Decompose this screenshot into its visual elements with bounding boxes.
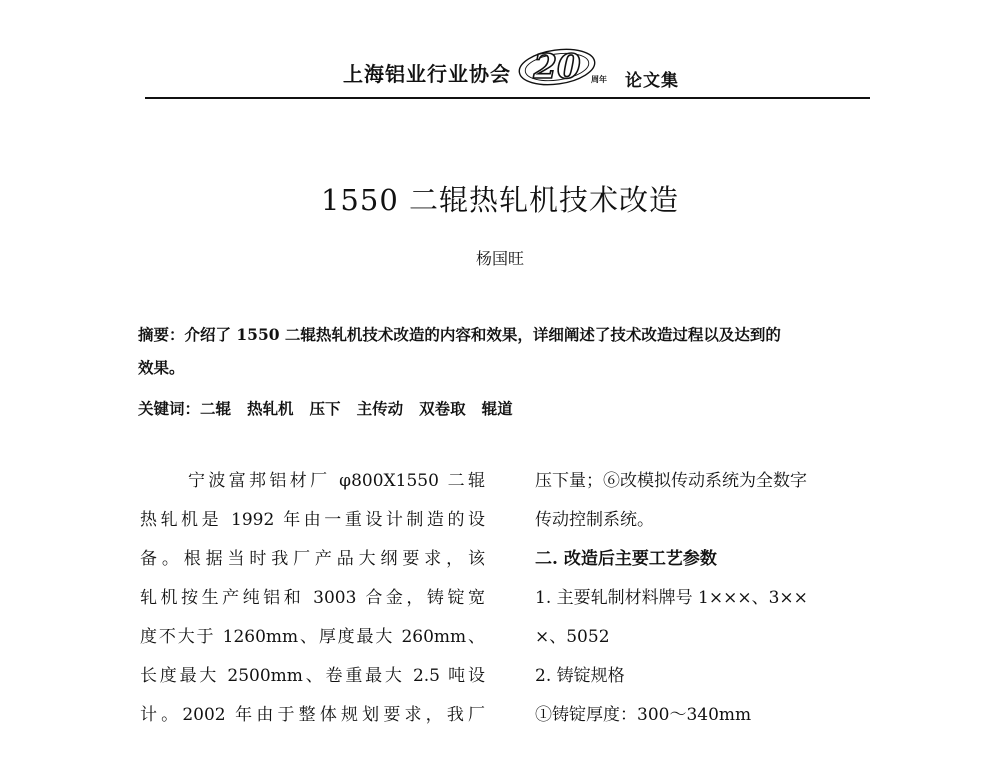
body-line: 压下量；⑥改模拟传动系统为全数字: [535, 471, 807, 491]
keywords-label: 关键词：: [138, 399, 201, 418]
keyword: 双卷取: [419, 399, 466, 418]
header-rule: [145, 97, 870, 99]
anniversary-logo: [517, 46, 609, 86]
logo-number: 20: [533, 47, 581, 86]
body-line: ×、5052: [535, 627, 610, 647]
body-line: 传动控制系统。: [535, 510, 654, 530]
paper-title: 1550 二辊热轧机技术改造: [320, 183, 680, 217]
body-line: 宁波富邦铝材厂 φ800X1550 二辊: [188, 471, 485, 491]
body-column-left: [140, 462, 485, 735]
keyword: 压下: [309, 399, 341, 418]
keywords: [138, 397, 873, 419]
keyword: 二辊: [200, 399, 232, 418]
keyword: 主传动: [356, 399, 404, 418]
collection-name: 论文集: [625, 71, 679, 91]
running-header: [145, 42, 870, 100]
abstract-line: 效果。: [138, 358, 185, 377]
body-line: 度不大于 1260mm、厚度最大 260mm、: [140, 627, 485, 647]
section-heading: 二. 改造后主要工艺参数: [535, 549, 717, 569]
body-line: 2. 铸锭规格: [535, 666, 625, 686]
body-line: 轧机按生产纯铝和 3003 合金，铸锭宽: [140, 588, 485, 608]
body-line: 备。根据当时我厂产品大纲要求，该: [140, 549, 485, 569]
body-line: ①铸锭厚度：300～340mm: [535, 705, 752, 725]
association-name: 上海铝业行业协会: [343, 62, 511, 86]
keyword: 热轧机: [247, 399, 294, 418]
body-line: 1. 主要轧制材料牌号 1×××、3××: [535, 588, 808, 608]
body-line: 热轧机是 1992 年由一重设计制造的设: [140, 510, 485, 530]
logo-suffix: 周年: [591, 75, 607, 84]
keyword: 辊道: [481, 399, 513, 418]
abstract: [138, 318, 873, 384]
paper-author: 杨国旺: [475, 249, 524, 268]
body-line: 长度最大 2500mm、卷重最大 2.5 吨设: [140, 666, 485, 686]
body-line: 计。2002 年由于整体规划要求，我厂: [140, 705, 485, 725]
abstract-line: 摘要：介绍了 1550 二辊热轧机技术改造的内容和效果，详细阐述了技术改造过程以及达到的: [138, 325, 781, 344]
body-column-right: [535, 462, 875, 735]
